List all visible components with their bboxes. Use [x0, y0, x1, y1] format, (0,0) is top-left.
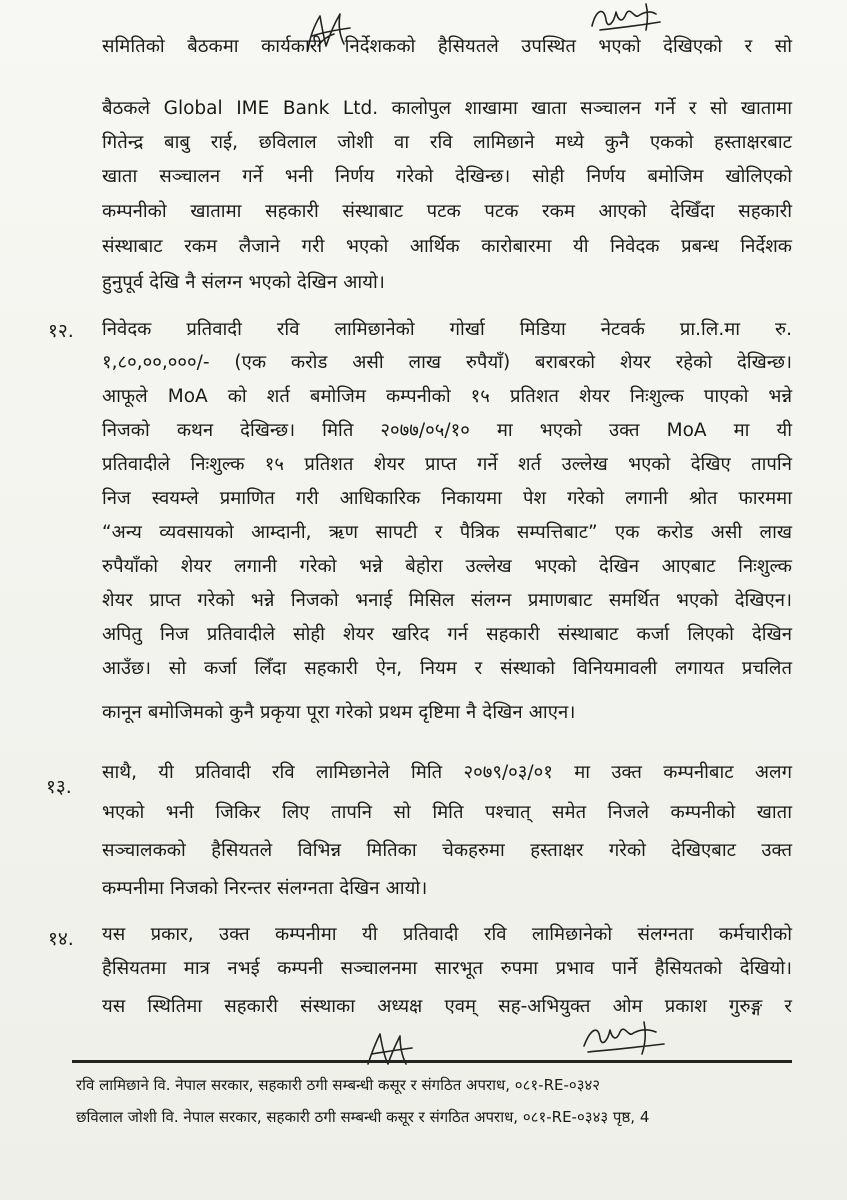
text-line-22: सञ्चालकको हैसियतले विभिन्न मितिका चेकहरुमा हस्ताक्षर गरेको देखिएबाट उक्त: [102, 840, 792, 861]
text-line-4: खाता सञ्चालन गर्ने भनी निर्णय गरेको देखिन्छ। सोही निर्णय बमोजिम खोलिएको: [102, 166, 792, 187]
text-line-24: यस प्रकार, उक्त कम्पनीमा यी प्रतिवादी रवि लामिछानेको संलग्नता कर्मचारीको: [102, 924, 792, 945]
footer-line-2: छविलाल जोशी वि. नेपाल सरकार, सहकारी ठगी सम्बन्धी कसूर र संगठित अपराध, ०८१-RE-०३४३ पृष्ठ, 4: [76, 1108, 650, 1126]
text-line-9: १,८०,००,०००/- (एक करोड असी लाख रुपैयाँ) बराबरको शेयर रहेको देखिन्छ।: [102, 352, 792, 373]
text-line-19: कानून बमोजिमको कुनै प्रकृया पूरा गरेको प्रथम दृष्टिमा नै देखिन आएन।: [102, 702, 576, 723]
text-line-3: गितेन्द्र बाबु राई, छविलाल जोशी वा रवि लामिछाने मध्ये कुनै एकको हस्ताक्षरबाट: [102, 132, 792, 153]
text-line-14: “अन्य व्यवसायको आम्दानी, ऋण सापटी र पैत्रिक सम्पत्तिबाट” एक करोड असी लाख: [102, 522, 792, 543]
text-line-1: समितिको बैठकमा कार्यकारी निर्देशकको हैसियतले उपस्थित भएको देखिएको र सो: [102, 36, 792, 57]
text-line-23: कम्पनीमा निजको निरन्तर संलग्नता देखिन आयो।: [102, 878, 428, 899]
text-line-10: आफूले MoA को शर्त बमोजिम कम्पनीको १५ प्रतिशत शेयर निःशुल्क पाएको भन्ने: [102, 386, 792, 407]
text-line-20: साथै, यी प्रतिवादी रवि लामिछानेले मिति २०७९/०३/०१ मा उक्त कम्पनीबाट अलग: [102, 762, 792, 783]
text-line-12: प्रतिवादीले निःशुल्क १५ प्रतिशत शेयर प्राप्त गर्ने शर्त उल्लेख भएको देखिए तापनि: [102, 454, 792, 475]
text-line-17: अपितु निज प्रतिवादीले सोही शेयर खरिद गर्न सहकारी संस्थाबाट कर्जा लिएको देखिन: [102, 624, 792, 645]
text-line-26: यस स्थितिमा सहकारी संस्थाका अध्यक्ष एवम् सह-अभियुक्त ओम प्रकाश गुरुङ्ग र: [102, 996, 792, 1017]
text-line-13: निज स्वयम्ले प्रमाणित गरी आधिकारिक निकायमा पेश गरेको लगानी श्रोत फारममा: [102, 488, 792, 509]
footer-line-1: रवि लामिछाने वि. नेपाल सरकार, सहकारी ठगी सम्बन्धी कसूर र संगठित अपराध, ०८१-RE-०३४२: [76, 1076, 601, 1094]
signature-bottom-right: [578, 1016, 670, 1060]
text-line-15: रुपैयाँको शेयर लगानी गरेको भन्ने बेहोरा उल्लेख भएको देखिन आएबाट निःशुल्क: [102, 556, 792, 577]
signature-bottom-left: [362, 1024, 418, 1072]
text-line-18: आउँछ। सो कर्जा लिँदा सहकारी ऐन, नियम र संस्थाको विनियमावली लगायत प्रचलित: [102, 658, 792, 679]
footer-divider: [72, 1060, 792, 1063]
text-line-5: कम्पनीको खातामा सहकारी संस्थाबाट पटक पटक रकम आएको देखिँदा सहकारी: [102, 201, 792, 222]
paragraph-number-12: १२.: [48, 320, 74, 342]
text-line-6: संस्थाबाट रकम लैजाने गरी भएको आर्थिक कारोबारमा यी निवेदक प्रबन्ध निर्देशक: [102, 236, 792, 257]
text-line-7: हुनुपूर्व देखि नै संलग्न भएको देखिन आयो।: [102, 272, 385, 293]
paragraph-number-13: १३.: [46, 776, 72, 798]
text-line-16: शेयर प्राप्त गरेको भन्ने निजको भनाई मिसिल संलग्न प्रमाणबाट समर्थित भएको देखिएन।: [102, 590, 792, 611]
text-line-25: हैसियतमा मात्र नभई कम्पनी सञ्चालनमा सारभूत रुपमा प्रभाव पार्ने हैसियतको देखियो।: [102, 958, 792, 979]
text-line-21: भएको भनी जिकिर लिए तापनि सो मिति पश्चात् समेत निजले कम्पनीको खाता: [102, 802, 792, 823]
paragraph-number-14: १४.: [48, 928, 74, 950]
text-line-11: निजको कथन देखिन्छ। मिति २०७७/०५/१० मा भएको उक्त MoA मा यी: [102, 420, 792, 441]
signature-top-right: [586, 0, 666, 36]
text-line-8: निवेदक प्रतिवादी रवि लामिछानेको गोर्खा मिडिया नेटवर्क प्रा.लि.मा रु.: [102, 319, 792, 340]
text-line-2: बैठकले Global IME Bank Ltd. कालोपुल शाखामा खाता सञ्चालन गर्ने र सो खातामा: [102, 98, 792, 119]
